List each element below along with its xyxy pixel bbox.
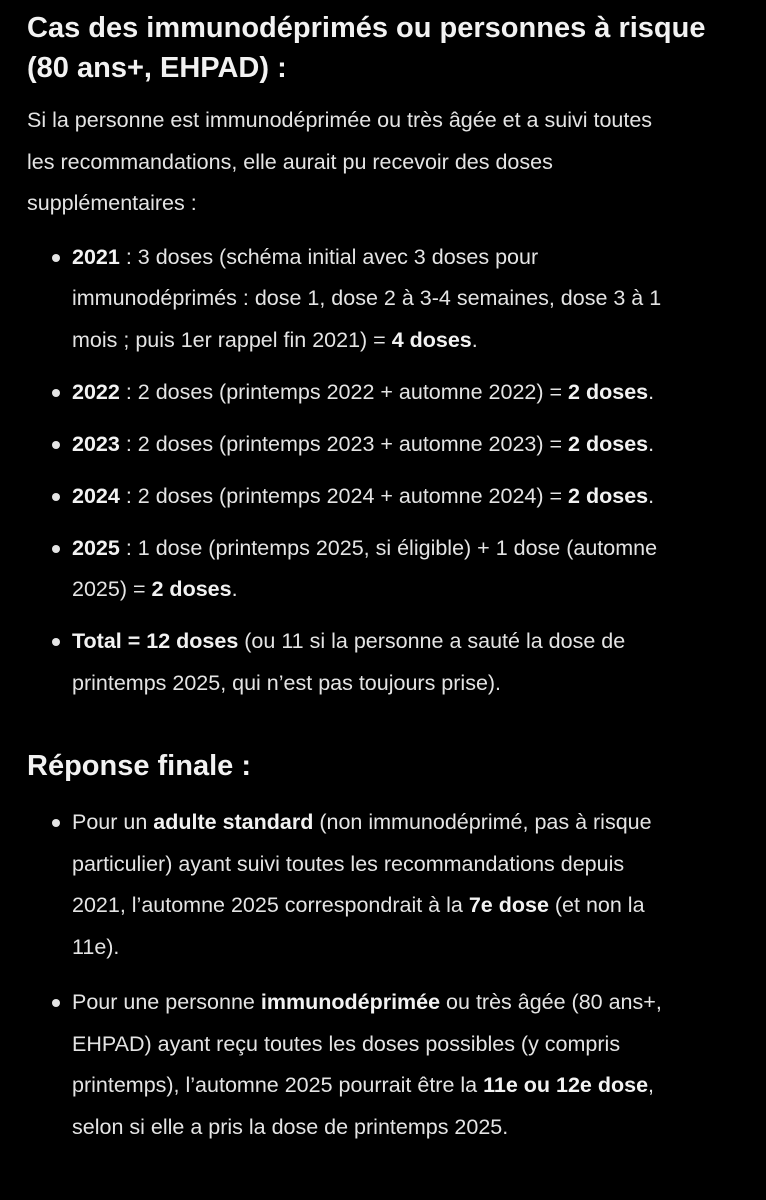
bullet-icon [52, 254, 60, 262]
bullet-icon [52, 999, 60, 1007]
bullet-icon [52, 638, 60, 646]
bullet-icon [52, 389, 60, 397]
list-item-adulte-standard: Pour un adulte standard (non immunodéprimé, pas à risque particulier) ayant suivi toutes les recommandations depuis 2021, l’automne 2025 correspondrait à la 7e dose (et non la 11e). [27, 802, 736, 968]
doses-by-year-list [27, 237, 736, 705]
intro-paragraph: Si la personne est immunodéprimée ou très âgée et a suivi toutes les recommandations, elle aurait pu recevoir des doses supplémentaires : [27, 108, 653, 215]
bullet-icon [52, 493, 60, 501]
list-item-2021: 2021 : 3 doses (schéma initial avec 3 doses pour immunodéprimés : dose 1, dose 2 à 3-4 semaines, dose 3 à 1 mois ; puis 1er rappel fin 2021) = 4 doses. [27, 237, 736, 362]
bullet-icon [52, 819, 60, 827]
list-item-2022: 2022 : 2 doses (printemps 2022 + automne 2022) = 2 doses. [27, 372, 736, 414]
section-title-reponse-finale: Réponse finale : [27, 750, 251, 782]
list-item-immunodeprimee: Pour une personne immunodéprimée ou très âgée (80 ans+, EHPAD) ayant reçu toutes les doses possibles (y compris printemps), l’automne 2025 pourrait être la 11e ou 12e dose, selon si elle a pris la dose de printemps 2025. [27, 982, 736, 1148]
list-item-2025: 2025 : 1 dose (printemps 2025, si éligible) + 1 dose (automne 2025) = 2 doses. [27, 528, 736, 611]
bullet-icon [52, 545, 60, 553]
list-item-2024: 2024 : 2 doses (printemps 2024 + automne 2024) = 2 doses. [27, 476, 736, 518]
section-title-immunodeprimes: Cas des immunodéprimés ou personnes à risque (80 ans+, EHPAD) : [27, 12, 706, 84]
list-item-total: Total = 12 doses (ou 11 si la personne a sauté la dose de printemps 2025, qui n’est pas toujours prise). [27, 621, 736, 704]
bullet-icon [52, 441, 60, 449]
list-item-2023: 2023 : 2 doses (printemps 2023 + automne 2023) = 2 doses. [27, 424, 736, 466]
final-answer-list [27, 802, 736, 1148]
